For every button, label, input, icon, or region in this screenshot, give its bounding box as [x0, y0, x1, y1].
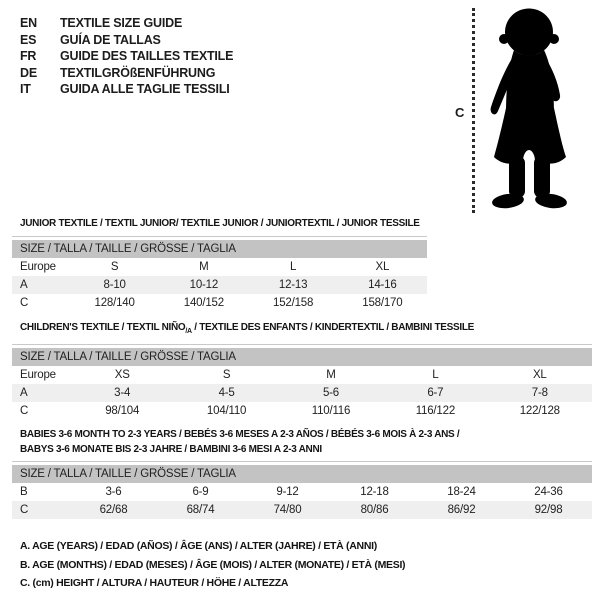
- cell-value: 6-7: [427, 387, 444, 399]
- language-row: [20, 32, 233, 49]
- size-table-junior: [12, 240, 427, 312]
- cell-value: 80/86: [360, 504, 389, 516]
- cell-value: 158/170: [362, 297, 403, 309]
- cell-value: XL: [532, 369, 547, 381]
- cell-value: 6-9: [192, 486, 209, 498]
- cell-value: 98/104: [105, 405, 140, 417]
- size-table-block-babies: [12, 427, 592, 519]
- cell-value: 104/110: [206, 405, 247, 417]
- table-title-line: JUNIOR TEXTILE / TEXTIL JUNIOR/ TEXTILE JUNIOR / JUNIORTEXTIL / JUNIOR TESSILE: [20, 218, 420, 229]
- table-header-row: [12, 465, 592, 483]
- row-label: Europe: [20, 261, 56, 273]
- cell-value: 128/140: [94, 297, 135, 309]
- table-row: [12, 276, 427, 294]
- cell-value: L: [432, 369, 439, 381]
- cell-value: 24-36: [534, 486, 563, 498]
- cell-value: 110/116: [311, 405, 351, 417]
- row-label: C: [20, 405, 29, 417]
- size-table-wrap: [12, 461, 592, 519]
- size-header-cell: SIZE / TALLA / TAILLE / GRÖSSE / TAGLIA: [12, 465, 592, 483]
- cell-value: 122/128: [519, 405, 560, 417]
- size-header-cell: SIZE / TALLA / TAILLE / GRÖSSE / TAGLIA: [12, 240, 427, 258]
- legend-line: A. AGE (YEARS) / EDAD (AÑOS) / ÂGE (ANS) / ALTER (JAHRE) / ETÀ (ANNI): [20, 540, 377, 552]
- cell-value: 3-6: [105, 486, 122, 498]
- cell-value: L: [290, 261, 297, 273]
- cell-value: 18-24: [447, 486, 476, 498]
- language-row: [20, 81, 233, 98]
- language-row: [20, 65, 233, 82]
- cell-value: 7-8: [531, 387, 548, 399]
- table-row: [12, 258, 427, 276]
- toddler-silhouette-icon: [482, 8, 578, 213]
- table-row: [12, 483, 592, 501]
- legend-line: B. AGE (MONTHS) / EDAD (MESES) / ÂGE (MOIS) / ALTER (MONATE) / ETÀ (MESI): [20, 558, 406, 571]
- row-label: A: [20, 279, 28, 291]
- language-list: [20, 15, 233, 98]
- cell-value: 3-4: [114, 387, 131, 399]
- table-title: [20, 217, 427, 230]
- cell-value: 140/152: [183, 297, 224, 309]
- size-table-block-junior: [12, 217, 427, 312]
- measure-label-c: C: [455, 105, 465, 120]
- cell-value: M: [326, 369, 336, 381]
- row-label: C: [20, 504, 29, 516]
- cell-value: XL: [375, 261, 390, 273]
- language-row: [20, 15, 233, 32]
- cell-value: 14-16: [368, 279, 397, 291]
- legend-line: C. (cm) HEIGHT / ALTURA / HAUTEUR / HÖHE / ALTEZZA: [20, 577, 289, 589]
- cell-value: S: [222, 369, 231, 381]
- table-title-line: BABIES 3-6 MONTH TO 2-3 YEARS / BEBÉS 3-6 MESES A 2-3 AÑOS / BÉBÉS 3-6 MOIS À 2-3 ANS /: [20, 429, 460, 440]
- height-dotted-line: [472, 8, 475, 213]
- table-header-row: [12, 240, 427, 258]
- table-row: [12, 366, 592, 384]
- language-code: DE: [20, 65, 37, 80]
- cell-value: 12-13: [278, 279, 308, 291]
- size-header-cell: SIZE / TALLA / TAILLE / GRÖSSE / TAGLIA: [12, 348, 592, 366]
- cell-value: S: [110, 261, 119, 273]
- cell-value: 116/122: [415, 405, 456, 417]
- cell-value: 5-6: [322, 387, 339, 399]
- row-label: B: [20, 486, 28, 498]
- cell-value: 10-12: [189, 279, 219, 291]
- language-code: ES: [20, 32, 37, 47]
- size-table-wrap: [12, 236, 427, 312]
- table-title-line: BABYS 3-6 MONATE BIS 2-3 JAHRE / BAMBINI 3-6 MESI A 2-3 ANNI: [20, 444, 322, 455]
- cell-value: 68/74: [186, 504, 215, 516]
- table-header-row: [12, 348, 592, 366]
- cell-value: 92/98: [534, 504, 563, 516]
- language-code: FR: [20, 49, 37, 64]
- cell-value: 152/158: [273, 297, 314, 309]
- table-title: [20, 427, 592, 457]
- cell-value: 62/68: [99, 504, 128, 516]
- cell-value: 74/80: [273, 504, 302, 516]
- size-table-babies: [12, 465, 592, 519]
- table-row: [12, 402, 592, 420]
- cell-value: 9-12: [276, 486, 299, 498]
- language-label: TEXTILE SIZE GUIDE: [60, 16, 183, 30]
- row-label: C: [20, 297, 29, 309]
- size-table-block-children: [12, 321, 592, 420]
- cell-value: 4-5: [218, 387, 235, 399]
- language-code: EN: [20, 16, 37, 30]
- language-label: GUIDE DES TAILLES TEXTILE: [60, 49, 234, 64]
- table-row: [12, 294, 427, 312]
- language-label: GUIDA ALLE TAGLIE TESSILI: [60, 82, 230, 97]
- language-code: IT: [20, 82, 31, 97]
- row-label: Europe: [20, 369, 56, 381]
- legend: [20, 537, 405, 593]
- cell-value: 12-18: [360, 486, 389, 498]
- table-row: [12, 501, 592, 519]
- cell-value: 86/92: [447, 504, 476, 516]
- language-label: GUÍA DE TALLAS: [60, 32, 161, 47]
- table-title-line: CHILDREN'S TEXTILE / TEXTIL $NIÑO_{/A}$ / TEXTILE DES ENFANTS / KINDERTEXTIL / BAMBINI TESSILE: [20, 322, 475, 335]
- row-label: A: [20, 387, 28, 399]
- table-row: [12, 384, 592, 402]
- size-table-children: [12, 348, 592, 420]
- language-label: TEXTILGRÖßENFÜHRUNG: [60, 65, 216, 80]
- cell-value: M: [199, 261, 209, 273]
- language-row: [20, 48, 233, 65]
- table-title: [20, 321, 592, 338]
- size-table-wrap: [12, 344, 592, 420]
- cell-value: 8-10: [103, 279, 126, 291]
- cell-value: XS: [114, 369, 130, 381]
